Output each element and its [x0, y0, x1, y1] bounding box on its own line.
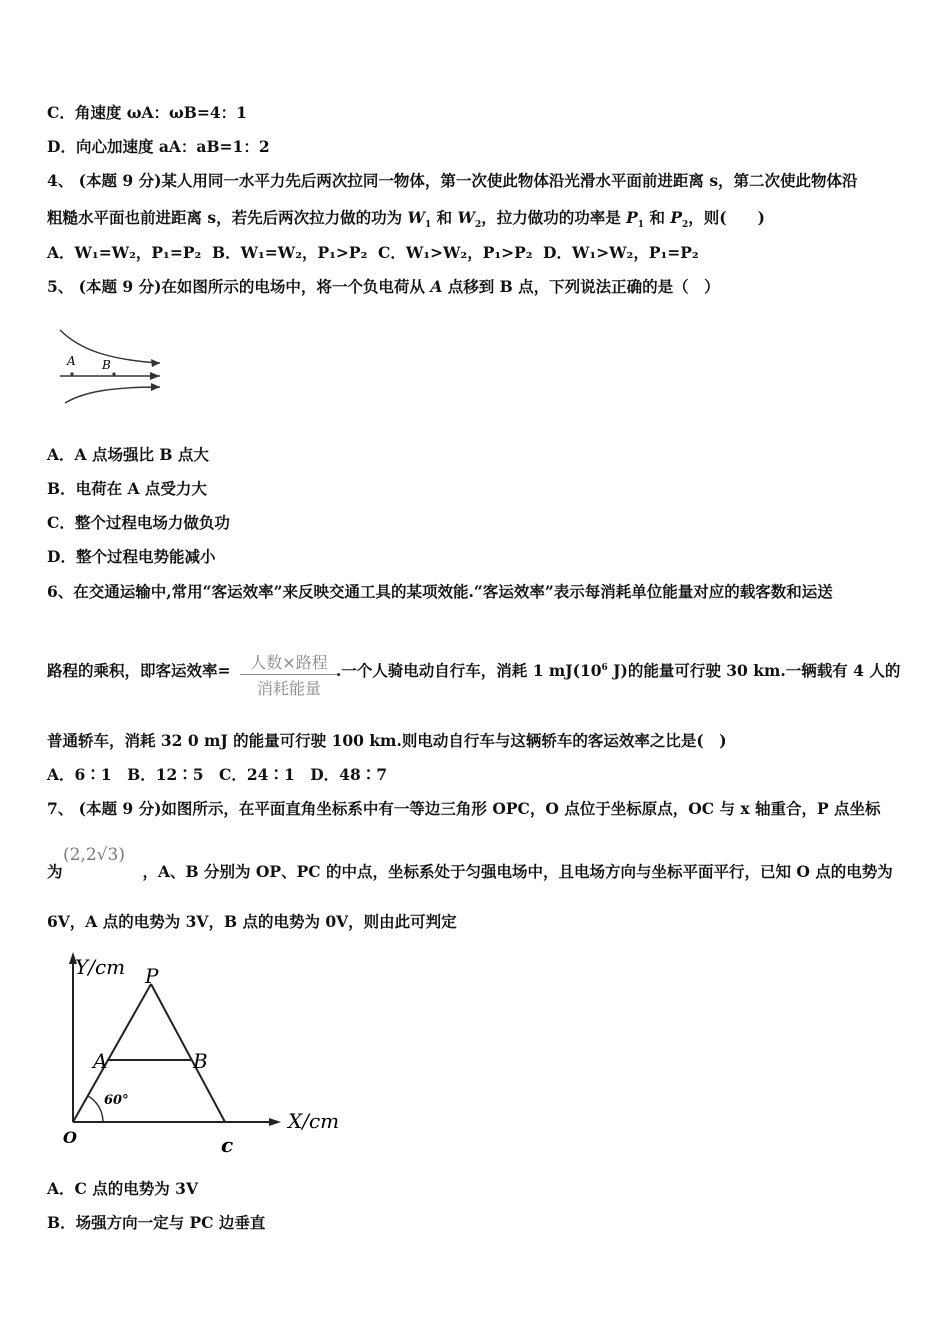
- label-b: B: [102, 358, 111, 372]
- x-axis-arrow: [269, 1118, 281, 1126]
- q7-option-b: B．场强方向一定与 PC 边垂直: [47, 1213, 266, 1232]
- q6-options: A．6∶1 B．12∶5 C．24∶1 D．48∶7: [47, 765, 388, 784]
- label-a: A: [67, 354, 76, 368]
- q3-option-c: C．角速度 ωA：ωB=4：1: [47, 103, 247, 122]
- q7-option-a: A．C 点的电势为 3V: [47, 1179, 198, 1198]
- q7-stem-line3: 6V，A 点的电势为 3V，B 点的电势为 0V，则由此可判定: [47, 912, 457, 931]
- q6-stem-line1: 6、在交通运输中,常用“客运效率”来反映交通工具的某项效能.“客运效率”表示每消耗单位能量对应的载客数和运送: [47, 582, 833, 601]
- q5-option-c: C．整个过程电场力做负功: [47, 513, 230, 532]
- p-coordinate: (2,2√3): [63, 845, 125, 865]
- point-b: [112, 372, 115, 375]
- q5-option-a: A．A 点场强比 B 点大: [47, 445, 209, 464]
- q6-stem-line2: 路程的乘积，即客运效率= .一个人骑电动自行车，消耗 1 $mJ(10^6$ J)的能量可行驶 30 km.一辆载有 4 人的: [47, 661, 901, 681]
- q5-electric-field-figure: [55, 325, 170, 410]
- side-pc: [151, 984, 225, 1122]
- q4-stem-line2: 粗糙水平面也前进距离 s，若先后两次拉力做的功为 $W_1$ 和 $W_2$，拉力做功的功率是 $P_1$ 和 $P_2$，则( ): [47, 208, 765, 231]
- point-a: [70, 372, 73, 375]
- q5-option-d: D．整个过程电势能减小: [47, 547, 216, 566]
- arrowhead-middle: [150, 372, 160, 380]
- q7-stem-line2: 为 ，A、B 分别为 OP、PC 的中点，坐标系处于匀强电场中，且电场方向与坐标平面平行，已知 O 点的电势为: [47, 862, 893, 881]
- q6-stem-line3: 普通轿车，消耗 32 0 mJ 的能量可行驶 100 km.则电动自行车与这辆轿车的客运效率之比是( ): [47, 731, 727, 750]
- q4-stem-line1: 4、 (本题 9 分)某人用同一水平力先后两次拉同一物体，第一次使此物体沿光滑水平面前进距离 s，第二次使此物体沿: [47, 171, 858, 190]
- q4-option-b: B．W₁=W₂，P₁>P₂: [212, 243, 368, 262]
- field-line-bottom: [65, 387, 160, 403]
- x-axis-label: X/cm: [288, 1109, 340, 1133]
- q4-option-c: C．W₁>W₂，P₁>P₂: [378, 243, 533, 262]
- q7-triangle-figure: [55, 950, 355, 1160]
- q5-option-b: B．电荷在 A 点受力大: [47, 479, 207, 498]
- arrowhead-top: [151, 359, 160, 367]
- point-o-label: O: [63, 1128, 77, 1147]
- angle-label: 60°: [104, 1093, 129, 1108]
- angle-arc: [88, 1096, 103, 1122]
- q3-option-d: D．向心加速度 aA：aB=1：2: [47, 137, 270, 156]
- fraction-denominator: 消耗能量: [256, 679, 321, 698]
- point-c-label: c: [221, 1133, 234, 1157]
- efficiency-fraction: [240, 650, 338, 699]
- q5-stem: 5、 (本题 9 分)在如图所示的电场中，将一个负电荷从 A 点移到 B 点，下列说法正确的是（ ）: [47, 277, 720, 296]
- q4-option-d: D．W₁>W₂，P₁=P₂: [543, 243, 699, 262]
- q4-option-a: A．W₁=W₂，P₁=P₂: [47, 243, 202, 262]
- y-axis-label: Y/cm: [75, 955, 126, 979]
- fraction-numerator: 人数×路程: [240, 650, 338, 675]
- arrowhead-bottom: [151, 383, 160, 391]
- q7-stem-line1: 7、 (本题 9 分)如图所示，在平面直角坐标系中有一等边三角形 OPC，O 点位于坐标原点，OC 与 x 轴重合，P 点坐标: [47, 799, 881, 818]
- point-a-label: A: [93, 1049, 108, 1073]
- point-p-label: P: [145, 964, 159, 988]
- point-b-label: B: [193, 1049, 208, 1073]
